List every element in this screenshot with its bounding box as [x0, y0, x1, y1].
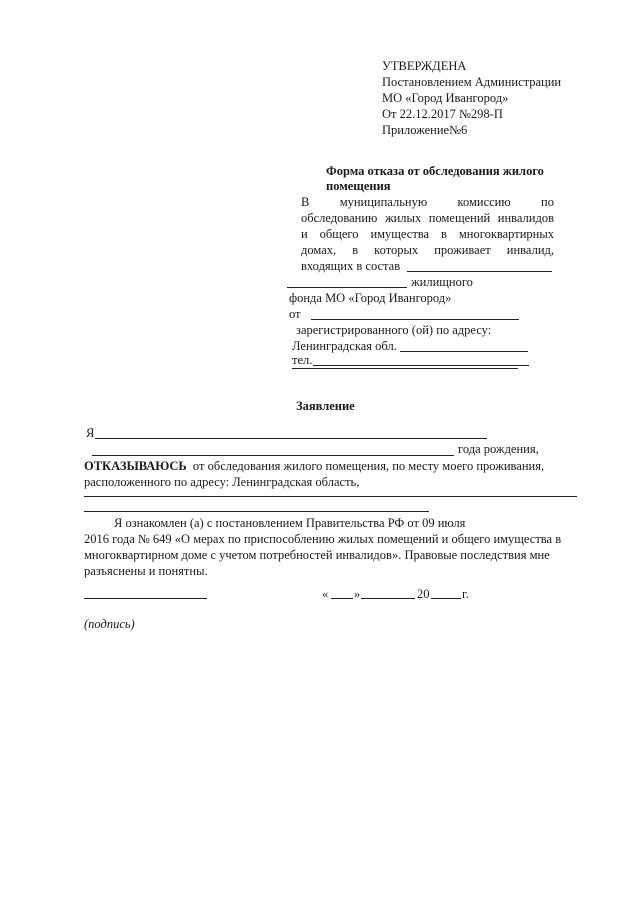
addressee-line-7: фонда МО «Город Ивангород»	[289, 291, 452, 305]
approval-line-1: УТВЕРЖДЕНА	[382, 59, 467, 73]
signature-caption: (подпись)	[84, 617, 135, 631]
addressee-line-8: от	[289, 307, 301, 321]
fill-line-location-1[interactable]	[84, 496, 577, 497]
ack-line-2: 2016 года № 649 «О мерах по приспособлению жилых помещений и общего имущества в	[84, 532, 562, 546]
fill-line-name-2[interactable]	[92, 455, 454, 456]
refusal-keyword: ОТКАЗЫВАЮСЬ	[84, 459, 187, 473]
refusal-text: от обследования жилого помещения, по месту моего проживания,	[192, 459, 545, 473]
addressee-line-10: Ленинградская обл.	[292, 339, 397, 353]
ack-line-1: Я ознакомлен (а) с постановлением Правительства РФ от 09 июля	[114, 516, 466, 530]
addressee-line-11: тел.	[292, 353, 313, 367]
date-close-quote: »	[354, 587, 361, 601]
statement-heading: Заявление	[296, 399, 355, 413]
date-year-suffix: г.	[462, 587, 469, 601]
addressee-line-4: домах, в которых проживает инвалид,	[301, 243, 554, 257]
approval-line-5: Приложение№6	[382, 123, 468, 137]
fill-line-from[interactable]	[311, 319, 519, 320]
addressee-line-3: и общего имущества в многоквартирных	[301, 227, 554, 241]
approval-line-2: Постановлением Администрации	[382, 75, 562, 89]
approval-line-4: От 22.12.2017 №298-П	[382, 107, 503, 121]
birth-year-label: года рождения,	[458, 442, 539, 456]
approval-line-3: МО «Город Ивангород»	[382, 91, 509, 105]
ack-line-4: разъяснены и понятны.	[84, 564, 208, 578]
addressee-line-6: жилищного	[411, 275, 473, 289]
date-open-quote: «	[322, 587, 329, 601]
ack-line-3: многоквартирном доме с учетом потребностей инвалидов». Правовые последствия мне	[84, 548, 550, 562]
date-year-line[interactable]	[431, 598, 461, 599]
fill-line-address-2[interactable]	[292, 368, 518, 369]
fill-line-composition[interactable]	[407, 271, 552, 272]
location-line: расположенного по адресу: Ленинградская область,	[84, 475, 360, 489]
fill-line-location-2[interactable]	[84, 511, 429, 512]
addressee-line-2: обследованию жилых помещений инвалидов	[301, 211, 554, 225]
fill-line-address-1[interactable]	[400, 351, 528, 352]
fill-line-phone[interactable]	[313, 365, 529, 366]
date-month-line[interactable]	[361, 598, 415, 599]
form-title-line-1: Форма отказа от обследования жилого	[326, 164, 544, 178]
refusal-line	[84, 458, 544, 474]
fill-line-name[interactable]	[95, 438, 487, 439]
form-title-line-2: помещения	[326, 179, 391, 193]
statement-ya: Я	[86, 426, 95, 440]
addressee-line-9: зарегистрированного (ой) по адресу:	[296, 323, 492, 337]
date-day-line[interactable]	[331, 598, 353, 599]
addressee-line-1: В муниципальную комиссию по	[301, 195, 554, 209]
date-year-prefix: 20	[417, 587, 430, 601]
signature-line[interactable]	[84, 598, 207, 599]
addressee-line-5: входящих в состав	[301, 259, 401, 273]
fill-line-fund[interactable]	[287, 287, 407, 288]
